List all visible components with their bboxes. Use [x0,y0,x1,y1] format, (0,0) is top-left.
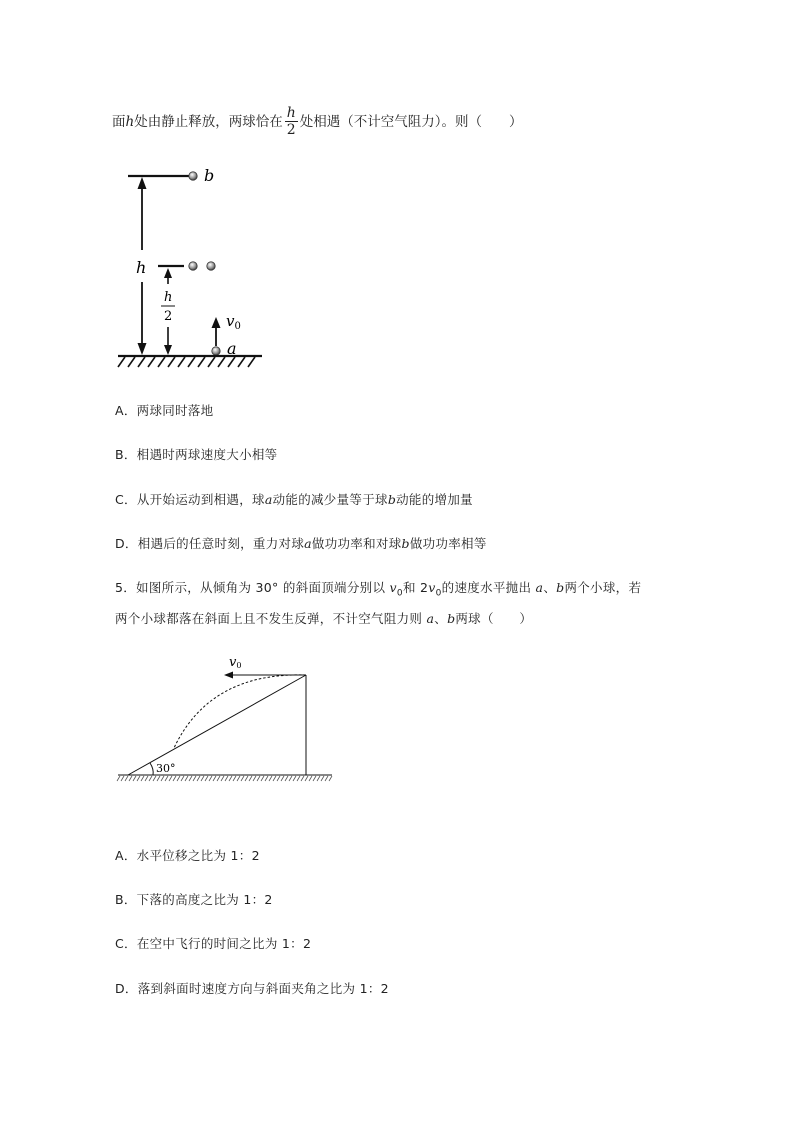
q5-option-b-text: B．下落的高度之比为 1：2 [115,892,273,907]
half-h-arrowhead-down [164,345,172,355]
q4-option-b [115,445,277,463]
q5-line1-v2-sub: 0 [435,588,442,599]
ball-a [212,347,220,355]
q4-option-d-text-1: D．相遇后的任意时刻，重力对球 [115,536,305,551]
ball-b [189,172,197,180]
q5-ground-hatching [117,776,332,781]
q4-frac-denominator: 2 [286,122,296,138]
q4-stem-fraction [285,105,298,139]
q4-option-c-var-b: b [387,492,397,507]
v0-arrowhead [212,317,221,328]
q4-option-d-var-a: a [304,536,312,551]
q4-option-c-text-1: C．从开始运动到相遇，球 [115,492,265,507]
q5-stem-line1 [115,578,641,599]
q4-option-d [115,534,487,552]
h-arrowhead-down [138,343,147,355]
ball-meet-1 [189,262,197,270]
q5-option-d [115,979,389,997]
q5-line1-text-4: 、 [543,580,557,595]
q5-line2-text-3: 两球（ ） [455,611,533,626]
q5-label-v0 [229,655,241,670]
q5-option-a-text: A．水平位移之比为 1：2 [115,848,260,863]
q5-line1-v2: v [428,580,436,595]
q5-line1-var-b: b [556,580,565,595]
q4-option-c-text-3: 动能的增加量 [396,492,473,507]
q4-option-d-text-3: 做功功率相等 [409,536,487,551]
q4-option-c-text-2: 动能的减少量等于球 [272,492,388,507]
q4-stem-h: h [125,114,135,130]
q5-option-b [115,890,273,908]
q5-line1-v1: v [389,580,397,595]
q5-label-v0-v: v [229,655,237,670]
label-h: h [136,258,147,277]
q5-line1-var-a: a [535,580,544,595]
ground-hatching [118,357,255,367]
label-half-den: 2 [164,309,173,324]
q5-angle-arc [150,763,153,775]
q4-figure [110,160,280,375]
q4-option-a [115,401,213,419]
q5-line1-text-1: 5．如图所示，从倾角为 30° 的斜面顶端分别以 [115,580,390,595]
q4-option-d-text-2: 做功功率和对球 [311,536,402,551]
q5-line1-v1-sub: 0 [396,588,403,599]
ball-meet-2 [207,262,215,270]
label-v0-v: v [226,312,235,330]
q4-frac-numerator: h [286,105,296,121]
label-v0-sub: 0 [234,321,241,332]
label-a: a [227,339,237,358]
q5-option-d-text: D．落到斜面时速度方向与斜面夹角之比为 1：2 [115,981,389,996]
q5-figure [115,650,340,785]
q5-incline [128,675,306,775]
q4-stem-text-3: 处相遇（不计空气阻力）。则（ ） [299,114,523,130]
q5-label-v0-sub: 0 [236,661,242,670]
q5-line1-text-2: 和 2 [402,580,429,595]
q4-stem-text-1: 面 [112,114,126,130]
q5-line2-text-2: 、 [434,611,448,626]
q4-option-b-text: B．相遇时两球速度大小相等 [115,447,278,462]
q4-option-d-var-b: b [401,536,410,551]
q4-option-c-var-a: a [264,492,273,507]
q5-line1-text-3: 的速度水平抛出 [441,580,536,595]
label-v0 [226,312,241,332]
label-half-num: h [164,290,173,305]
q5-option-c-text: C．在空中飞行的时间之比为 1：2 [115,936,312,951]
label-b: b [204,166,215,185]
q5-v0-arrowhead [224,672,233,679]
q4-option-c [115,490,473,508]
q5-line1-text-5: 两个小球，若 [564,580,642,595]
q4-option-a-text: A．两球同时落地 [115,403,214,418]
half-h-arrowhead-up [164,268,172,278]
q5-line2-var-a: a [426,611,435,626]
q5-option-c [115,934,311,952]
q5-line2-var-b: b [447,611,456,626]
q5-stem-line2 [115,609,532,627]
q5-line2-text-1: 两个小球都落在斜面上且不发生反弹，不计空气阻力则 [115,611,427,626]
h-arrowhead-up [138,177,147,189]
q5-angle-label: 30° [156,762,176,775]
q5-option-a [115,846,260,864]
q4-stem-text-2: 处由静止释放，两球恰在 [134,114,283,130]
q4-stem [112,105,522,139]
